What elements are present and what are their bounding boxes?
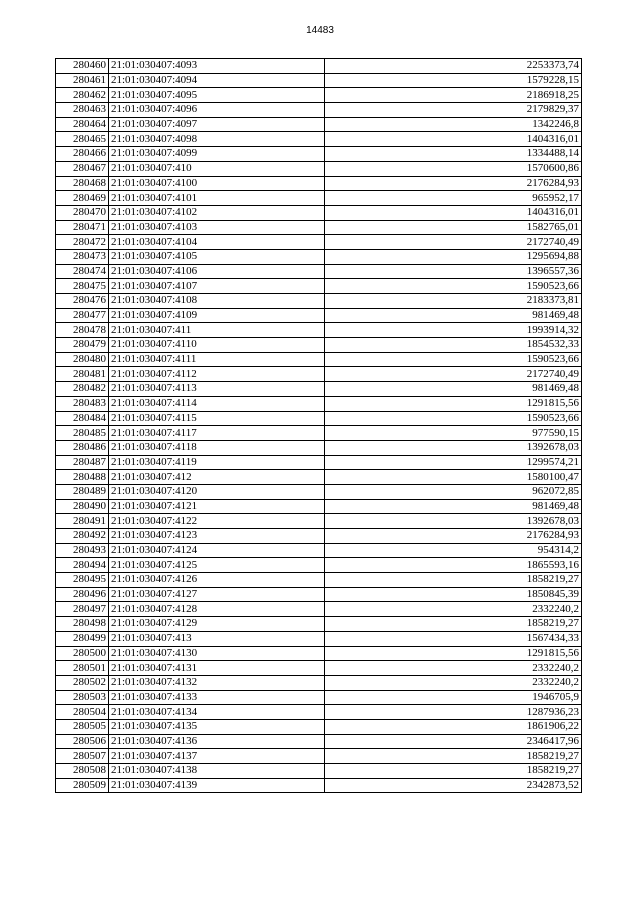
table-row [56,220,582,235]
row-number-cell: 280465 [56,132,109,147]
cadastral-value-cell: 1396557,36 [325,264,582,279]
table-row [56,103,582,118]
row-number-cell: 280463 [56,103,109,118]
cadastral-number-cell: 21:01:030407:4106 [109,264,325,279]
table-row [56,308,582,323]
cadastral-number-cell: 21:01:030407:4101 [109,191,325,206]
table-row [56,675,582,690]
row-number-cell: 280493 [56,543,109,558]
table-row [56,484,582,499]
cadastral-number-cell: 21:01:030407:4130 [109,646,325,661]
cadastral-number-cell: 21:01:030407:4099 [109,147,325,162]
cadastral-number-cell: 21:01:030407:4094 [109,73,325,88]
table-row [56,338,582,353]
cadastral-number-cell: 21:01:030407:4109 [109,308,325,323]
cadastral-number-cell: 21:01:030407:4098 [109,132,325,147]
page-number: 14483 [306,25,334,36]
table-row [56,235,582,250]
cadastral-value-cell: 2183373,81 [325,294,582,309]
cadastral-value-cell: 1590523,66 [325,411,582,426]
row-number-cell: 280492 [56,529,109,544]
cadastral-value-cell: 1850845,39 [325,587,582,602]
table-row [56,264,582,279]
cadastral-value-cell: 2346417,96 [325,734,582,749]
row-number-cell: 280466 [56,147,109,162]
cadastral-number-cell: 21:01:030407:4111 [109,352,325,367]
cadastral-value-cell: 1342246,8 [325,117,582,132]
table-row [56,161,582,176]
cadastral-value-cell: 1590523,66 [325,279,582,294]
cadastral-number-cell: 21:01:030407:412 [109,470,325,485]
cadastral-number-cell: 21:01:030407:4126 [109,573,325,588]
cadastral-number-cell: 21:01:030407:4104 [109,235,325,250]
row-number-cell: 280499 [56,631,109,646]
table-row [56,455,582,470]
cadastral-number-cell: 21:01:030407:4095 [109,88,325,103]
table-row [56,573,582,588]
row-number-cell: 280479 [56,338,109,353]
table-row [56,499,582,514]
table-row [56,602,582,617]
cadastral-value-cell: 1854532,33 [325,338,582,353]
row-number-cell: 280480 [56,352,109,367]
row-number-cell: 280505 [56,719,109,734]
cadastral-number-cell: 21:01:030407:413 [109,631,325,646]
cadastral-value-cell: 1579228,15 [325,73,582,88]
row-number-cell: 280503 [56,690,109,705]
table-row [56,249,582,264]
cadastral-value-cell: 1404316,01 [325,205,582,220]
row-number-cell: 280482 [56,382,109,397]
row-number-cell: 280471 [56,220,109,235]
cadastral-number-cell: 21:01:030407:4115 [109,411,325,426]
cadastral-value-cell: 2342873,52 [325,778,582,793]
row-number-cell: 280469 [56,191,109,206]
cadastral-number-cell: 21:01:030407:4127 [109,587,325,602]
cadastral-number-cell: 21:01:030407:4097 [109,117,325,132]
cadastral-value-cell: 2186918,25 [325,88,582,103]
cadastral-value-cell: 1861906,22 [325,719,582,734]
cadastral-value-cell: 962072,85 [325,484,582,499]
table-row [56,543,582,558]
row-number-cell: 280462 [56,88,109,103]
row-number-cell: 280491 [56,514,109,529]
row-number-cell: 280502 [56,675,109,690]
cadastral-number-cell: 21:01:030407:4138 [109,764,325,779]
cadastral-number-cell: 21:01:030407:4123 [109,529,325,544]
table-row [56,73,582,88]
row-number-cell: 280485 [56,426,109,441]
cadastral-number-cell: 21:01:030407:4093 [109,59,325,74]
row-number-cell: 280496 [56,587,109,602]
row-number-cell: 280506 [56,734,109,749]
row-number-cell: 280487 [56,455,109,470]
cadastral-value-cell: 977590,15 [325,426,582,441]
row-number-cell: 280474 [56,264,109,279]
cadastral-number-cell: 21:01:030407:4102 [109,205,325,220]
table-row [56,191,582,206]
cadastral-number-cell: 21:01:030407:4131 [109,661,325,676]
cadastral-value-cell: 1580100,47 [325,470,582,485]
row-number-cell: 280468 [56,176,109,191]
table-row [56,646,582,661]
table-row [56,176,582,191]
cadastral-value-cell: 1291815,56 [325,396,582,411]
table-row [56,426,582,441]
cadastral-number-cell: 21:01:030407:411 [109,323,325,338]
row-number-cell: 280509 [56,778,109,793]
cadastral-value-cell: 1582765,01 [325,220,582,235]
cadastral-number-cell: 21:01:030407:4124 [109,543,325,558]
table-row [56,382,582,397]
cadastral-number-cell: 21:01:030407:4139 [109,778,325,793]
row-number-cell: 280477 [56,308,109,323]
cadastral-number-cell: 21:01:030407:4113 [109,382,325,397]
table-row [56,719,582,734]
cadastral-value-cell: 981469,48 [325,382,582,397]
table-row [56,558,582,573]
cadastral-number-cell: 21:01:030407:4137 [109,749,325,764]
table-row [56,367,582,382]
cadastral-value-cell: 1858219,27 [325,764,582,779]
cadastral-value-cell: 2332240,2 [325,675,582,690]
cadastral-number-cell: 21:01:030407:4122 [109,514,325,529]
cadastral-number-cell: 21:01:030407:4132 [109,675,325,690]
table-row [56,631,582,646]
cadastral-value-cell: 2172740,49 [325,367,582,382]
row-number-cell: 280472 [56,235,109,250]
table-row [56,147,582,162]
cadastral-value-cell: 981469,48 [325,308,582,323]
table-row [56,690,582,705]
row-number-cell: 280484 [56,411,109,426]
table-row [56,529,582,544]
cadastral-value-cell: 2332240,2 [325,602,582,617]
table-row [56,661,582,676]
table-row [56,294,582,309]
table-row [56,705,582,720]
cadastral-number-cell: 21:01:030407:4117 [109,426,325,441]
cadastral-value-cell: 965952,17 [325,191,582,206]
cadastral-value-cell: 2172740,49 [325,235,582,250]
cadastral-value-cell: 1567434,33 [325,631,582,646]
cadastral-value-cell: 1946705,9 [325,690,582,705]
row-number-cell: 280497 [56,602,109,617]
table-row [56,617,582,632]
cadastral-number-cell: 21:01:030407:4129 [109,617,325,632]
table-row [56,88,582,103]
table-row [56,279,582,294]
cadastral-number-cell: 21:01:030407:4134 [109,705,325,720]
table-row [56,587,582,602]
cadastral-value-cell: 1993914,32 [325,323,582,338]
row-number-cell: 280481 [56,367,109,382]
cadastral-value-cell: 1392678,03 [325,440,582,455]
table-row [56,205,582,220]
cadastral-number-cell: 21:01:030407:4114 [109,396,325,411]
cadastral-number-cell: 21:01:030407:4136 [109,734,325,749]
cadastral-value-cell: 1299574,21 [325,455,582,470]
table-row [56,323,582,338]
table-row [56,396,582,411]
cadastral-value-table [55,58,582,793]
row-number-cell: 280495 [56,573,109,588]
row-number-cell: 280478 [56,323,109,338]
cadastral-value-cell: 1570600,86 [325,161,582,176]
table-row [56,514,582,529]
table-row [56,470,582,485]
table-row [56,749,582,764]
cadastral-value-cell: 1858219,27 [325,749,582,764]
cadastral-number-cell: 21:01:030407:4121 [109,499,325,514]
cadastral-number-cell: 21:01:030407:4119 [109,455,325,470]
cadastral-value-cell: 1858219,27 [325,573,582,588]
row-number-cell: 280475 [56,279,109,294]
cadastral-value-cell: 1334488,14 [325,147,582,162]
row-number-cell: 280460 [56,59,109,74]
row-number-cell: 280470 [56,205,109,220]
row-number-cell: 280464 [56,117,109,132]
cadastral-value-cell: 2176284,93 [325,176,582,191]
row-number-cell: 280461 [56,73,109,88]
cadastral-number-cell: 21:01:030407:4096 [109,103,325,118]
cadastral-value-cell: 2176284,93 [325,529,582,544]
cadastral-number-cell: 21:01:030407:4133 [109,690,325,705]
cadastral-number-cell: 21:01:030407:410 [109,161,325,176]
cadastral-number-cell: 21:01:030407:4110 [109,338,325,353]
row-number-cell: 280504 [56,705,109,720]
row-number-cell: 280490 [56,499,109,514]
cadastral-value-cell: 1392678,03 [325,514,582,529]
cadastral-value-cell: 2332240,2 [325,661,582,676]
row-number-cell: 280483 [56,396,109,411]
row-number-cell: 280488 [56,470,109,485]
cadastral-number-cell: 21:01:030407:4108 [109,294,325,309]
cadastral-number-cell: 21:01:030407:4120 [109,484,325,499]
row-number-cell: 280467 [56,161,109,176]
table-row [56,352,582,367]
row-number-cell: 280489 [56,484,109,499]
table-row [56,440,582,455]
cadastral-value-cell: 2179829,37 [325,103,582,118]
cadastral-number-cell: 21:01:030407:4118 [109,440,325,455]
row-number-cell: 280508 [56,764,109,779]
cadastral-value-cell: 1865593,16 [325,558,582,573]
cadastral-value-cell: 1858219,27 [325,617,582,632]
cadastral-value-cell: 1291815,56 [325,646,582,661]
cadastral-value-cell: 2253373,74 [325,59,582,74]
cadastral-value-cell: 1404316,01 [325,132,582,147]
cadastral-number-cell: 21:01:030407:4135 [109,719,325,734]
cadastral-number-cell: 21:01:030407:4105 [109,249,325,264]
cadastral-value-cell: 1590523,66 [325,352,582,367]
cadastral-number-cell: 21:01:030407:4125 [109,558,325,573]
table-row [56,778,582,793]
table-row [56,764,582,779]
table-row [56,411,582,426]
row-number-cell: 280473 [56,249,109,264]
table-row [56,132,582,147]
cadastral-number-cell: 21:01:030407:4128 [109,602,325,617]
cadastral-number-cell: 21:01:030407:4103 [109,220,325,235]
row-number-cell: 280507 [56,749,109,764]
cadastral-value-cell: 1287936,23 [325,705,582,720]
table-row [56,734,582,749]
cadastral-value-cell: 981469,48 [325,499,582,514]
cadastral-number-cell: 21:01:030407:4107 [109,279,325,294]
cadastral-value-cell: 954314,2 [325,543,582,558]
cadastral-number-cell: 21:01:030407:4100 [109,176,325,191]
table-body [56,59,582,793]
row-number-cell: 280486 [56,440,109,455]
cadastral-number-cell: 21:01:030407:4112 [109,367,325,382]
table-row [56,59,582,74]
row-number-cell: 280498 [56,617,109,632]
row-number-cell: 280494 [56,558,109,573]
cadastral-value-cell: 1295694,88 [325,249,582,264]
row-number-cell: 280476 [56,294,109,309]
row-number-cell: 280501 [56,661,109,676]
row-number-cell: 280500 [56,646,109,661]
table-row [56,117,582,132]
